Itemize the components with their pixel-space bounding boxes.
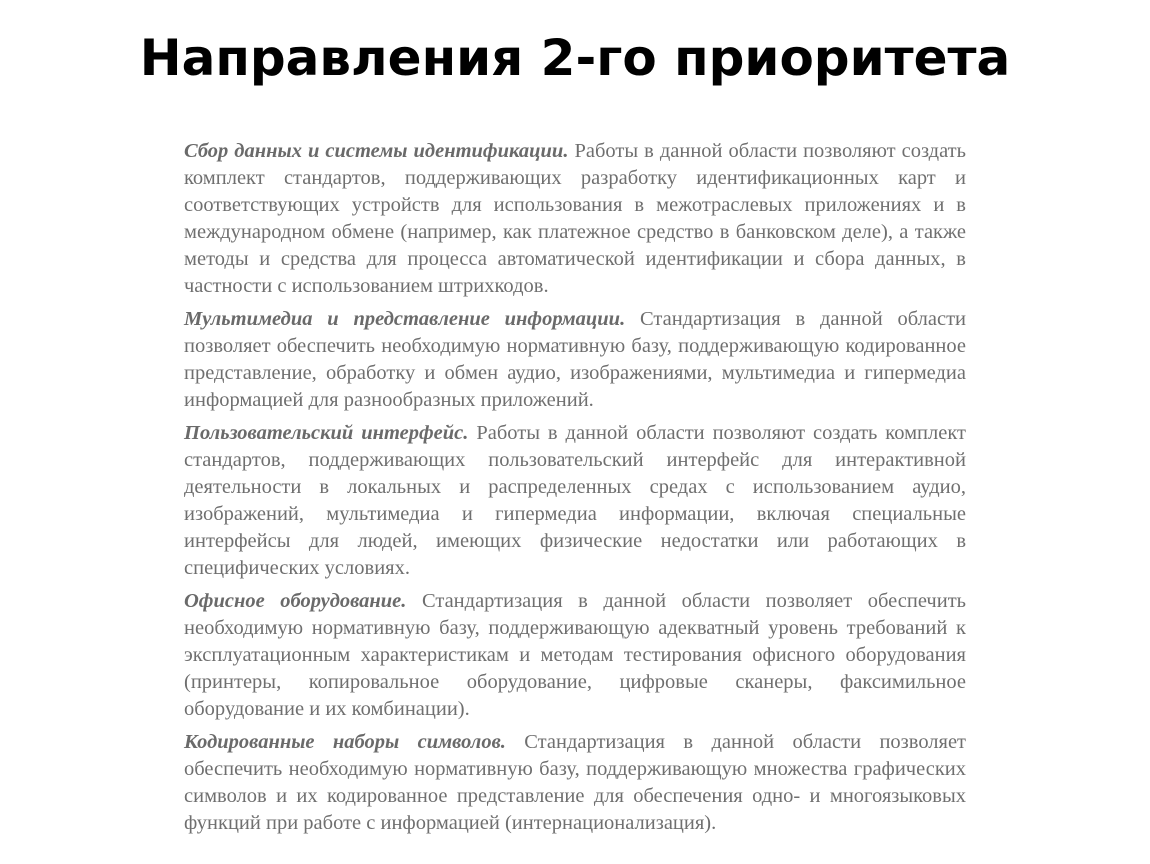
paragraph-heading: Пользовательский интерфейс.: [184, 422, 469, 444]
paragraph-text: Стандартизация в данной области позволяет обеспечить необходимую нормативную базу, поддерживающую множества графических символов и их кодированное представление для обеспечения одно- и многоязыковых функций при работе с информацией (интернационализация).: [184, 731, 967, 834]
paragraph-heading: Кодированные наборы символов.: [184, 731, 506, 753]
paragraph-multimedia: [184, 306, 966, 414]
paragraph-heading: Офисное оборудование.: [184, 590, 407, 612]
paragraph-text: Стандартизация в данной области позволяет обеспечить необходимую нормативную базу, поддерживающую кодированное представление, обработку и обмен аудио, изображениями, мультимедиа и гипермедиа информацией для разнообразных приложений.: [184, 308, 967, 411]
paragraph-heading: Мультимедиа и представление информации.: [184, 308, 626, 330]
slide-title: Направления 2-го приоритета: [139, 29, 1011, 87]
paragraph-character-sets: [184, 729, 966, 837]
paragraph-text: Работы в данной области позволяют создать комплект стандартов, поддерживающих пользовательский интерфейс для интерактивной деятельности в локальных и распределенных средах с использованием аудио, изображений, мультимедиа и гипермедиа информации, включая специальные интерфейсы для людей, имеющих физические недостатки или работающих в специфических условиях.: [184, 422, 967, 579]
paragraph-data-collection: [184, 138, 966, 300]
paragraph-user-interface: [184, 420, 966, 582]
paragraph-heading: Сбор данных и системы идентификации.: [184, 140, 569, 162]
paragraph-office-equipment: [184, 588, 966, 723]
slide-body: [184, 138, 966, 843]
paragraph-text: Работы в данной области позволяют создать комплект стандартов, поддерживающих разработку идентификационных карт и соответствующих устройств для использования в межотраслевых приложениях и в международном обмене (например, как платежное средство в банковском деле), а также методы и средства для процесса автоматической идентификации и сбора данных, в частности с использованием штрихкодов.: [184, 140, 966, 297]
paragraph-text: Стандартизация в данной области позволяет обеспечить необходимую нормативную базу, поддерживающую адекватный уровень требований к эксплуатационным характеристикам и методам тестирования офисного оборудования (принтеры, копировальное оборудование, цифровые сканеры, факсимильное оборудование и их комбинации).: [184, 590, 967, 720]
